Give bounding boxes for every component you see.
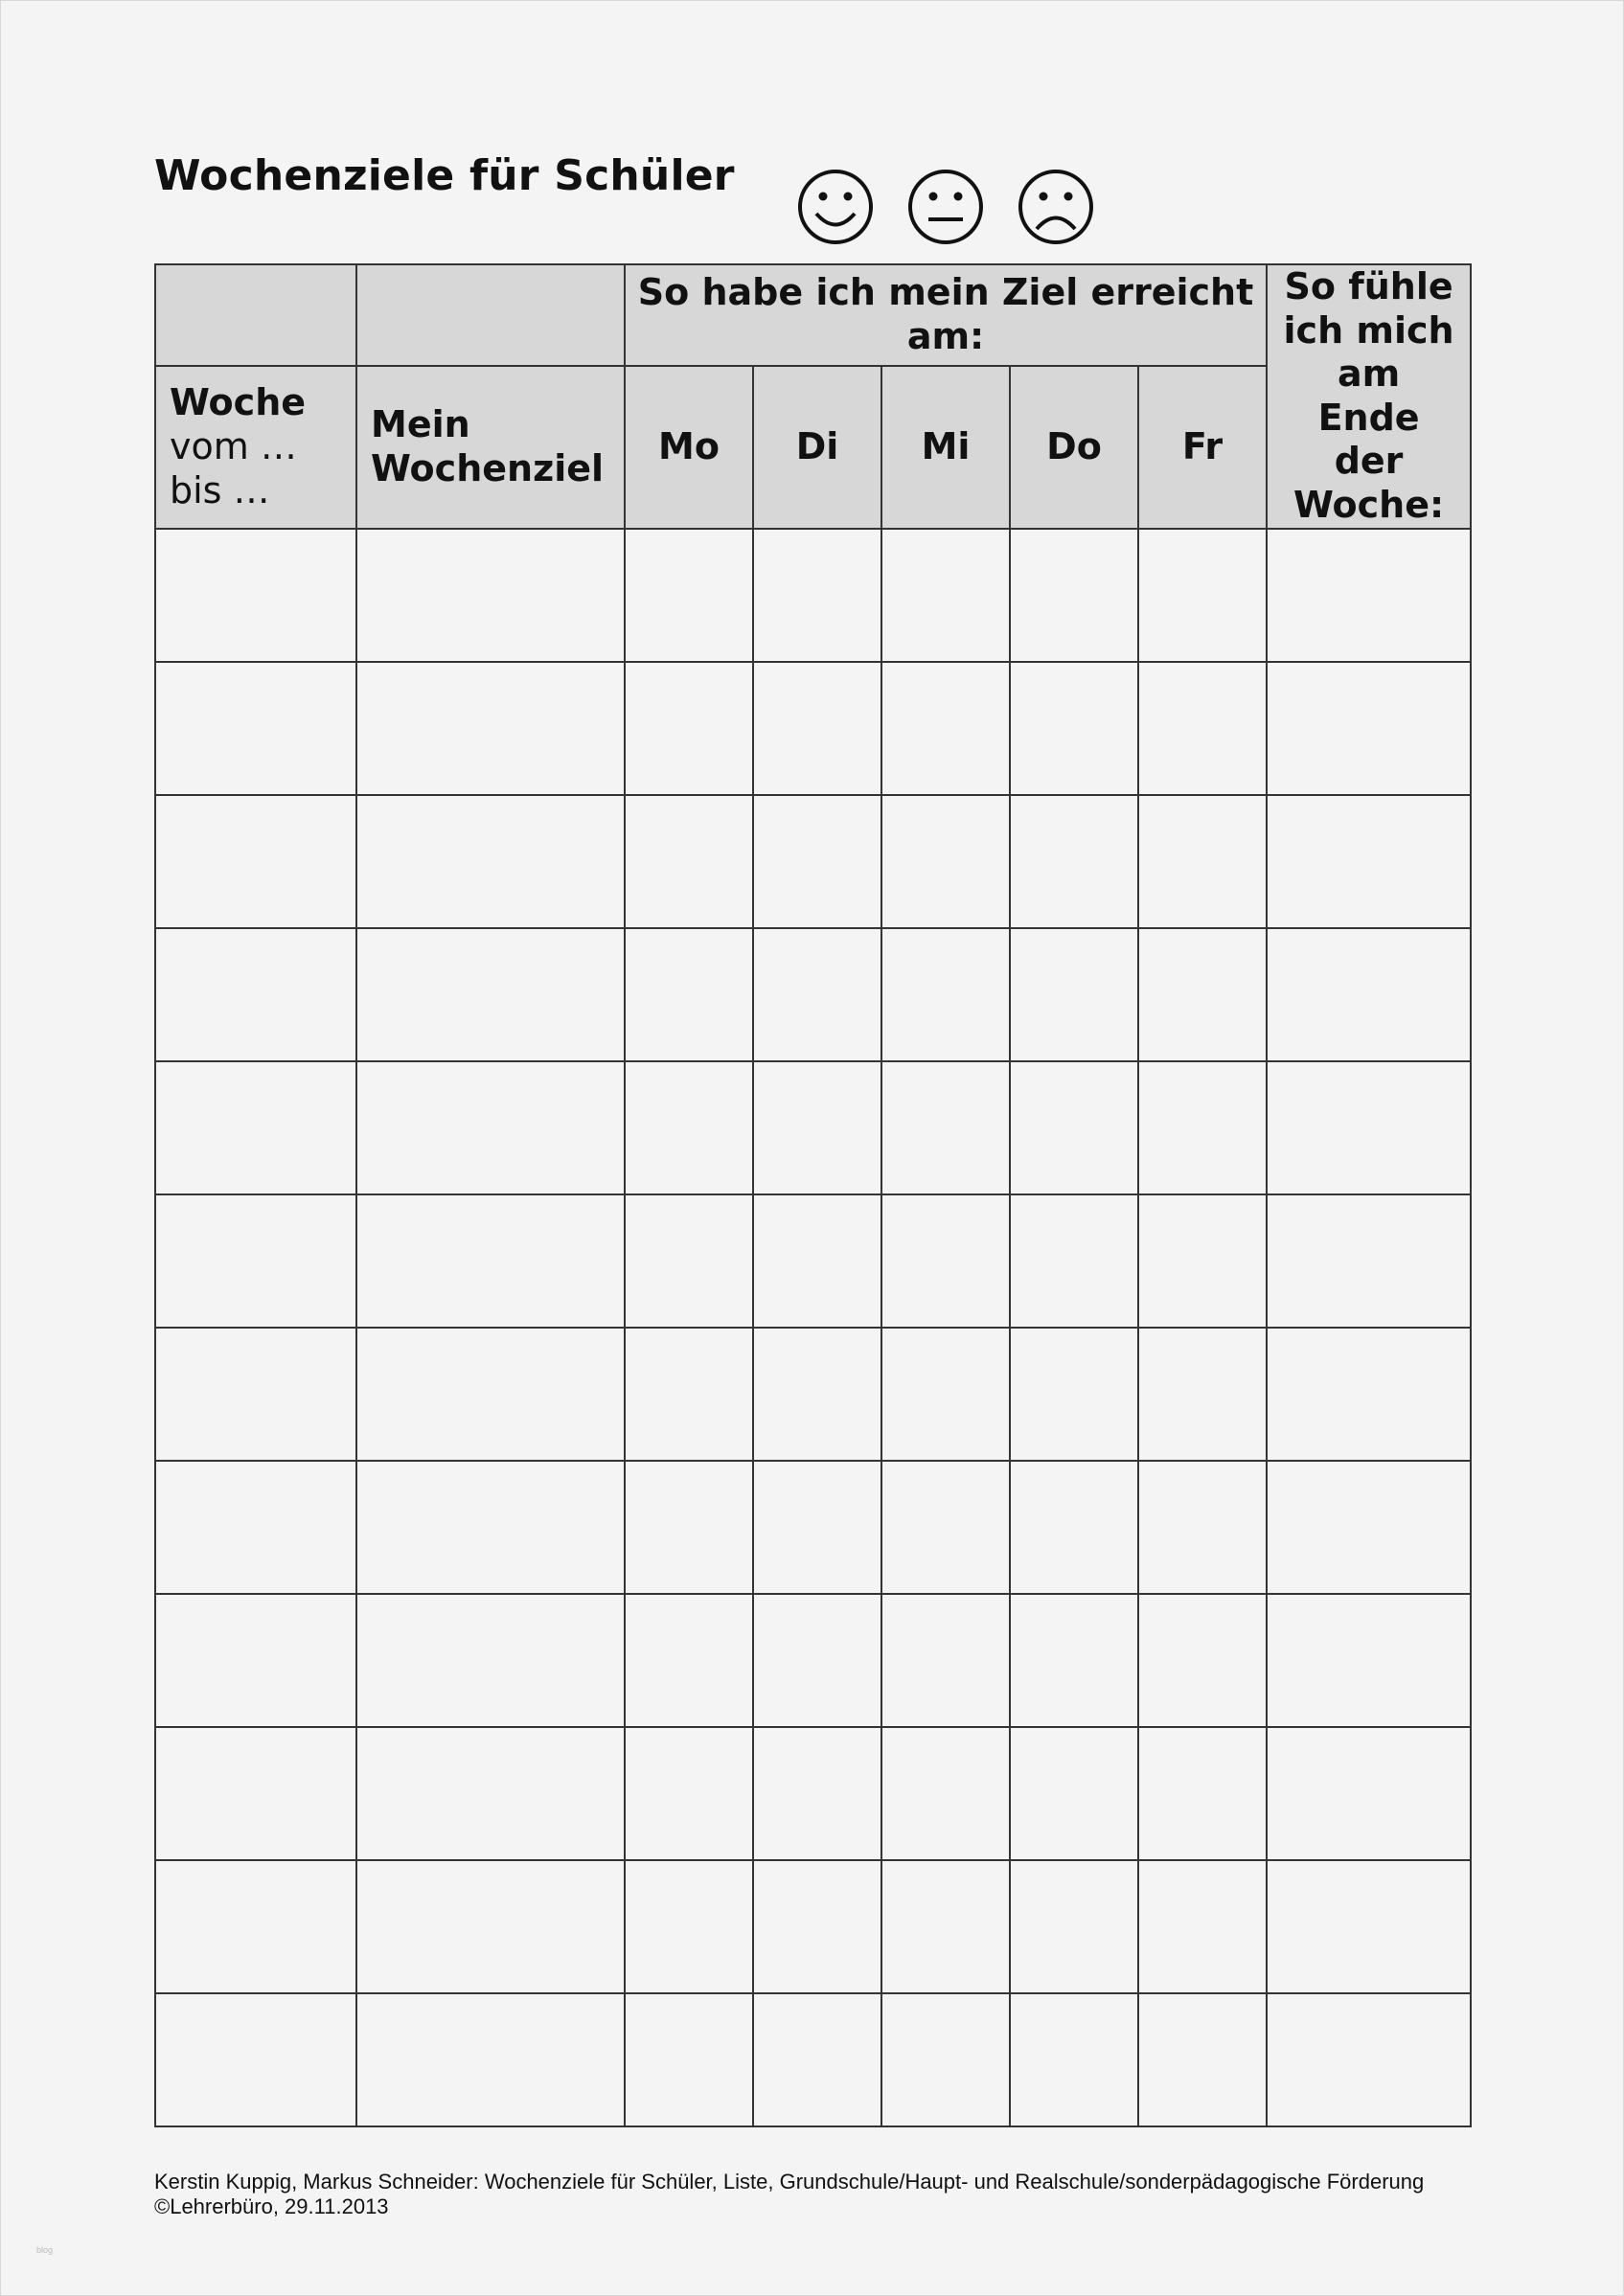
cell-feeling[interactable] <box>1267 1328 1471 1461</box>
cell-fr[interactable] <box>1138 1727 1267 1860</box>
cell-goal[interactable] <box>356 1061 625 1194</box>
happy-face-icon <box>795 167 876 247</box>
cell-di[interactable] <box>753 529 881 662</box>
table-row <box>155 1328 1471 1461</box>
cell-mi[interactable] <box>881 1860 1010 1993</box>
cell-week[interactable] <box>155 529 356 662</box>
cell-mi[interactable] <box>881 662 1010 795</box>
cell-mi[interactable] <box>881 1993 1010 2126</box>
cell-week[interactable] <box>155 928 356 1061</box>
cell-mo[interactable] <box>625 1727 753 1860</box>
cell-goal[interactable] <box>356 795 625 928</box>
cell-di[interactable] <box>753 1328 881 1461</box>
header-day-mo: Mo <box>625 366 753 528</box>
weekly-goals-table <box>154 263 1472 2127</box>
cell-goal[interactable] <box>356 1328 625 1461</box>
table-row <box>155 928 1471 1061</box>
footer <box>154 2170 1429 2219</box>
cell-mo[interactable] <box>625 1328 753 1461</box>
cell-di[interactable] <box>753 1860 881 1993</box>
cell-mi[interactable] <box>881 529 1010 662</box>
table-body <box>155 529 1471 2126</box>
table-row <box>155 795 1471 928</box>
header-week-bold: Woche <box>170 381 307 424</box>
cell-di[interactable] <box>753 1727 881 1860</box>
cell-do[interactable] <box>1010 529 1138 662</box>
cell-mo[interactable] <box>625 1061 753 1194</box>
cell-week[interactable] <box>155 1594 356 1727</box>
cell-mo[interactable] <box>625 795 753 928</box>
cell-mi[interactable] <box>881 795 1010 928</box>
cell-mo[interactable] <box>625 928 753 1061</box>
cell-feeling[interactable] <box>1267 662 1471 795</box>
cell-feeling[interactable] <box>1267 1594 1471 1727</box>
table-row <box>155 1061 1471 1194</box>
cell-do[interactable] <box>1010 928 1138 1061</box>
cell-mi[interactable] <box>881 1594 1010 1727</box>
cell-goal[interactable] <box>356 1727 625 1860</box>
header-day-mi: Mi <box>881 366 1010 528</box>
table-row <box>155 1461 1471 1594</box>
cell-feeling[interactable] <box>1267 1993 1471 2126</box>
cell-fr[interactable] <box>1138 1594 1267 1727</box>
cell-fr[interactable] <box>1138 928 1267 1061</box>
cell-week[interactable] <box>155 662 356 795</box>
cell-goal[interactable] <box>356 1993 625 2126</box>
cell-mo[interactable] <box>625 529 753 662</box>
cell-di[interactable] <box>753 1061 881 1194</box>
cell-goal[interactable] <box>356 1461 625 1594</box>
footer-copyright: ©Lehrerbüro, 29.11.2013 <box>154 2194 389 2218</box>
header-day-di: Di <box>753 366 881 528</box>
cell-week[interactable] <box>155 1993 356 2126</box>
cell-do[interactable] <box>1010 662 1138 795</box>
cell-feeling[interactable] <box>1267 1194 1471 1328</box>
footer-citation: Kerstin Kuppig, Markus Schneider: Wochenziele für Schüler, Liste, Grundschule/Haupt- und Realschule/sonderpädagogische Förderung <box>154 2170 1425 2194</box>
cell-mo[interactable] <box>625 662 753 795</box>
cell-mo[interactable] <box>625 1594 753 1727</box>
header-goal: Mein Wochenziel <box>356 366 625 528</box>
cell-mo[interactable] <box>625 1194 753 1328</box>
cell-di[interactable] <box>753 928 881 1061</box>
cell-mo[interactable] <box>625 1993 753 2126</box>
cell-di[interactable] <box>753 1594 881 1727</box>
cell-do[interactable] <box>1010 1727 1138 1860</box>
cell-mi[interactable] <box>881 1061 1010 1194</box>
cell-fr[interactable] <box>1138 662 1267 795</box>
header-day-do: Do <box>1010 366 1138 528</box>
table-row <box>155 1594 1471 1727</box>
cell-do[interactable] <box>1010 1461 1138 1594</box>
cell-fr[interactable] <box>1138 1993 1267 2126</box>
cell-week[interactable] <box>155 1461 356 1594</box>
cell-fr[interactable] <box>1138 529 1267 662</box>
cell-di[interactable] <box>753 1993 881 2126</box>
cell-do[interactable] <box>1010 1993 1138 2126</box>
table-row <box>155 662 1471 795</box>
cell-do[interactable] <box>1010 795 1138 928</box>
watermark: blog <box>36 2245 54 2255</box>
cell-feeling[interactable] <box>1267 529 1471 662</box>
cell-feeling[interactable] <box>1267 1461 1471 1594</box>
cell-do[interactable] <box>1010 1594 1138 1727</box>
header-week <box>155 366 356 528</box>
cell-do[interactable] <box>1010 1860 1138 1993</box>
cell-fr[interactable] <box>1138 1194 1267 1328</box>
header-achieved: So habe ich mein Ziel erreicht am: <box>625 264 1267 366</box>
cell-goal[interactable] <box>356 529 625 662</box>
cell-fr[interactable] <box>1138 1860 1267 1993</box>
cell-week[interactable] <box>155 1328 356 1461</box>
cell-week[interactable] <box>155 1061 356 1194</box>
table-row <box>155 1993 1471 2126</box>
cell-mi[interactable] <box>881 1328 1010 1461</box>
cell-feeling[interactable] <box>1267 928 1471 1061</box>
cell-mi[interactable] <box>881 1727 1010 1860</box>
cell-feeling[interactable] <box>1267 1860 1471 1993</box>
cell-mo[interactable] <box>625 1860 753 1993</box>
neutral-face-icon <box>905 167 986 247</box>
cell-feeling[interactable] <box>1267 795 1471 928</box>
cell-week[interactable] <box>155 795 356 928</box>
cell-mo[interactable] <box>625 1461 753 1594</box>
table-row <box>155 1194 1471 1328</box>
cell-goal[interactable] <box>356 662 625 795</box>
cell-mi[interactable] <box>881 1194 1010 1328</box>
cell-mi[interactable] <box>881 928 1010 1061</box>
sad-face-icon <box>1016 167 1096 247</box>
header-feeling: So fühle ich mich am Ende der Woche: <box>1267 264 1471 529</box>
header-empty-goal <box>356 264 625 366</box>
cell-feeling[interactable] <box>1267 1061 1471 1194</box>
cell-week[interactable] <box>155 1727 356 1860</box>
table-row <box>155 1727 1471 1860</box>
cell-feeling[interactable] <box>1267 1727 1471 1860</box>
cell-fr[interactable] <box>1138 1461 1267 1594</box>
cell-goal[interactable] <box>356 1194 625 1328</box>
cell-mi[interactable] <box>881 1461 1010 1594</box>
header-week-range: vom … bis … <box>170 425 297 511</box>
page-title: Wochenziele für Schüler <box>154 151 735 200</box>
cell-do[interactable] <box>1010 1194 1138 1328</box>
header-day-fr: Fr <box>1138 366 1267 528</box>
cell-goal[interactable] <box>356 928 625 1061</box>
cell-fr[interactable] <box>1138 1328 1267 1461</box>
table-row <box>155 529 1471 662</box>
cell-di[interactable] <box>753 1194 881 1328</box>
cell-goal[interactable] <box>356 1594 625 1727</box>
cell-do[interactable] <box>1010 1061 1138 1194</box>
table-row <box>155 1860 1471 1993</box>
cell-fr[interactable] <box>1138 1061 1267 1194</box>
cell-di[interactable] <box>753 1461 881 1594</box>
cell-di[interactable] <box>753 795 881 928</box>
cell-week[interactable] <box>155 1194 356 1328</box>
cell-di[interactable] <box>753 662 881 795</box>
cell-fr[interactable] <box>1138 795 1267 928</box>
cell-week[interactable] <box>155 1860 356 1993</box>
cell-do[interactable] <box>1010 1328 1138 1461</box>
header-empty-week <box>155 264 356 366</box>
cell-goal[interactable] <box>356 1860 625 1993</box>
